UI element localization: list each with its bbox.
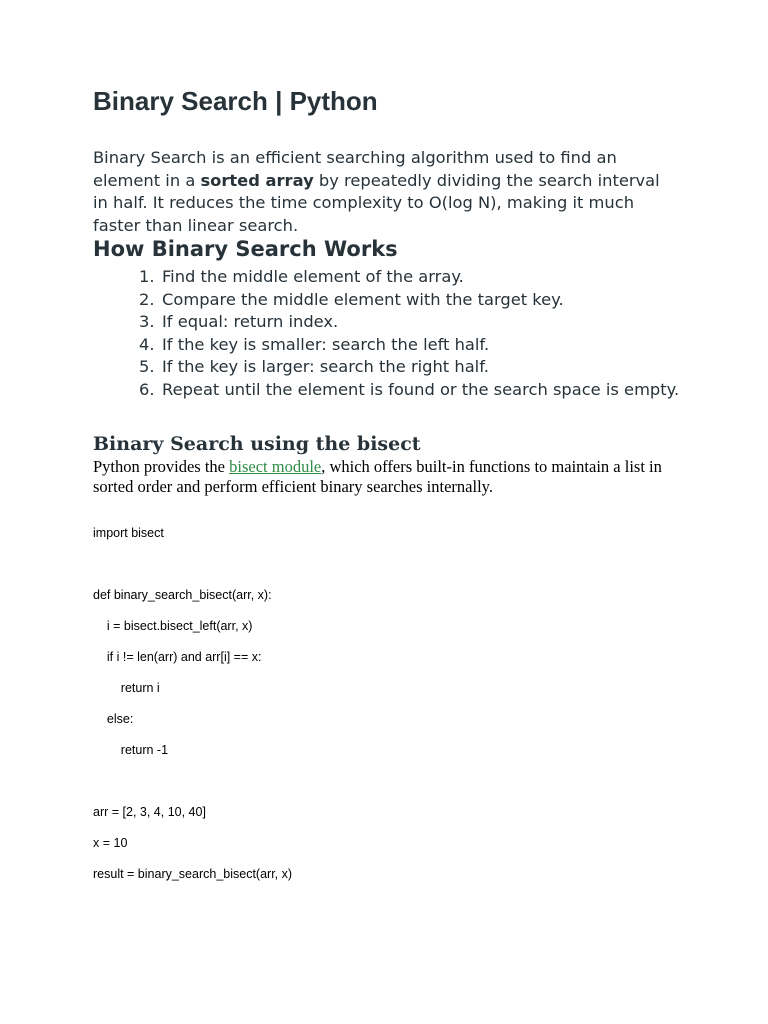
code-line: i = bisect.bisect_left(arr, x)	[93, 619, 253, 633]
step-item	[93, 356, 679, 379]
intro-text-after: by repeatedly dividing the search interval in half. It reduces the time complexity to O(log N), making it much faster than linear search.	[93, 170, 660, 235]
step-item	[93, 311, 679, 334]
step-item	[93, 379, 679, 402]
step-text: Compare the middle element with the target key.	[162, 289, 564, 309]
code-line: result = binary_search_bisect(arr, x)	[93, 867, 293, 881]
code-line: arr = [2, 3, 4, 10, 40]	[93, 805, 206, 819]
step-number: 1.	[139, 267, 155, 286]
code-line: if i != len(arr) and arr[i] == x:	[93, 650, 262, 664]
step-item	[93, 334, 679, 357]
step-item	[93, 266, 679, 289]
page-title: Binary Search | Python	[93, 86, 378, 116]
step-text: If equal: return index.	[162, 312, 339, 331]
bisect-text-before: Python provides the	[93, 457, 230, 476]
step-text: Repeat until the element is found or the search space is empty.	[162, 379, 680, 399]
code-line: x = 10	[93, 836, 128, 850]
code-line: import bisect	[93, 526, 164, 540]
step-text: Find the middle element of the array.	[162, 267, 464, 286]
bisect-module-link[interactable]: bisect module	[229, 457, 322, 476]
bisect-heading: Binary Search using the bisect	[93, 433, 421, 455]
bisect-description	[93, 457, 678, 496]
bisect-text-after: , which offers built-in functions to maintain a list in sorted order and perform efficient binary searches internally.	[93, 457, 662, 496]
code-line: def binary_search_bisect(arr, x):	[93, 588, 272, 602]
intro-bold-term: sorted array	[200, 170, 314, 190]
intro-text-before: Binary Search is an efficient searching algorithm used to find an element in a	[93, 148, 617, 190]
step-text: If the key is smaller: search the left half.	[162, 334, 490, 354]
code-line: return -1	[93, 743, 169, 757]
how-it-works-heading: How Binary Search Works	[93, 237, 398, 261]
intro-paragraph	[93, 147, 678, 237]
step-number: 3.	[139, 312, 155, 331]
step-number: 4.	[139, 334, 155, 354]
step-item	[93, 289, 679, 312]
code-line: return i	[93, 681, 160, 695]
code-line: else:	[93, 712, 134, 726]
step-number: 2.	[139, 289, 155, 309]
step-text: If the key is larger: search the right half.	[162, 357, 489, 376]
step-number: 5.	[139, 357, 155, 376]
step-number: 6.	[139, 379, 155, 399]
steps-list	[93, 266, 679, 401]
